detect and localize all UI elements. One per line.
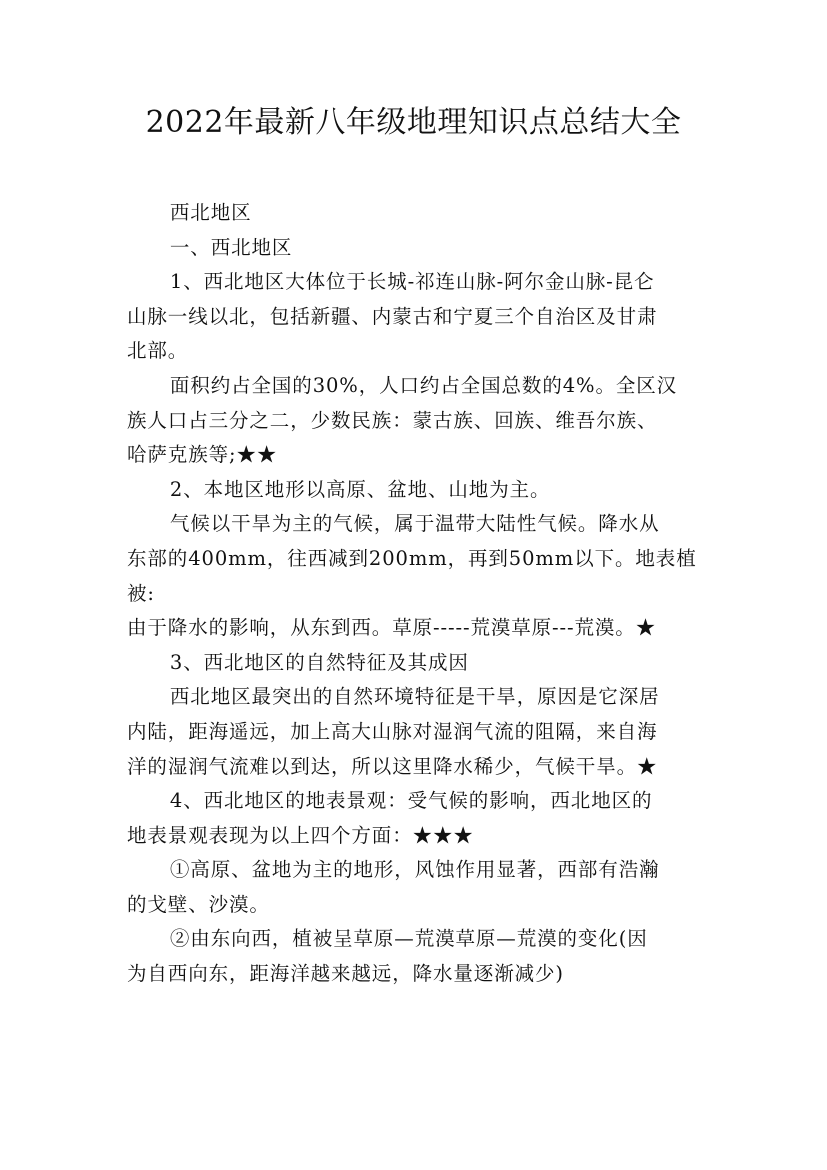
paragraph-drought-cause: 西北地区最突出的自然环境特征是干旱，原因是它深居 内陆，距海遥远，加上高大山脉对湿润气流的阻隔，来自海 洋的湿润气流难以到达，所以这里降水稀少，气候干旱。★ (127, 685, 660, 778)
section-heading-northwest: 西北地区 (169, 201, 252, 224)
list-item-vegetation: ②由东向西，植被呈草原—荒漠草原—荒漠的变化(因 为自西向东，距海洋越来越远，降水量逐渐减少) (127, 927, 648, 986)
paragraph-terrain: 2、本地区地形以高原、盆地、山地为主。 (169, 477, 551, 501)
subsection-heading-northwest: 一、西北地区 (169, 235, 293, 259)
paragraph-climate: 气候以干旱为主的气候，属于温带大陆性气候。降水从 东部的400mm，往西减到200mm，再到50mm以下。地表植被: 由于降水的影响，从东到西。草原-----荒漠草原---荒漠。★ (127, 512, 697, 640)
paragraph-location: 1、西北地区大体位于长城-祁连山脉-阿尔金山脉-昆仑 山脉一线以北，包括新疆、内蒙古和宁夏三个自治区及甘肃 北部。 (127, 270, 658, 363)
paragraph-natural-features-heading: 3、西北地区的自然特征及其成因 (169, 650, 469, 674)
document-body (127, 196, 719, 992)
paragraph-landscape: 4、西北地区的地表景观：受气候的影响，西北地区的 地表景观表现为以上四个方面：★★★ (127, 789, 653, 847)
paragraph-area-population: 面积约占全国的30%，人口约占全国总数的4%。全区汉 族人口占三分之二，少数民族：蒙古族、回族、维吾尔族、 哈萨克族等;★★ (127, 373, 678, 467)
document-title: 2022年最新八年级地理知识点总结大全 (145, 105, 682, 140)
list-item-landform: ①高原、盆地为主的地形，风蚀作用显著，西部有浩瀚 的戈壁、沙漠。 (127, 858, 660, 916)
